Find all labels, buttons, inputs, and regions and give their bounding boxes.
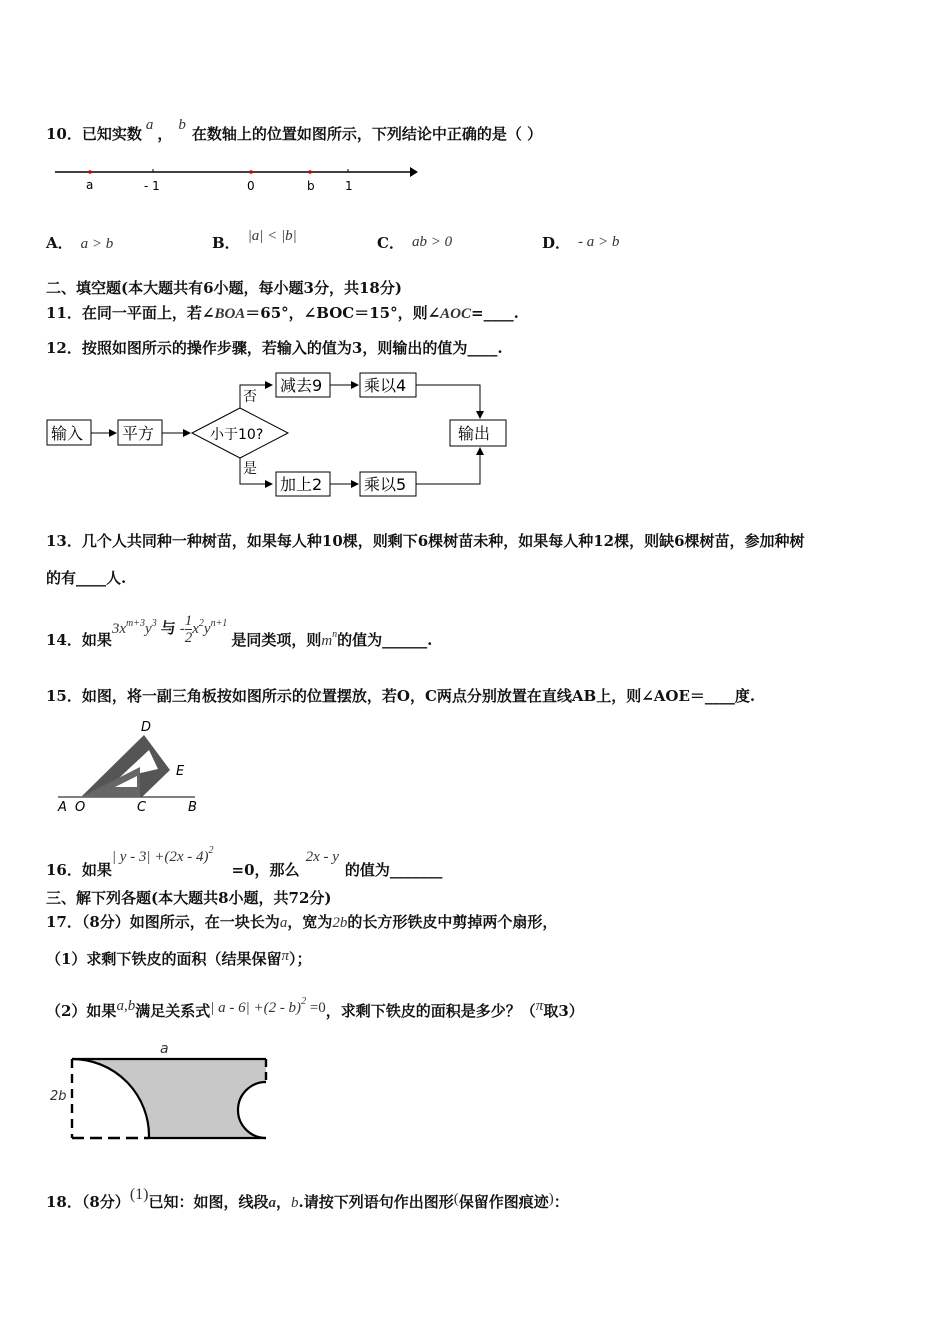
q13-line1: 13．几个人共同种一种树苗，如果每人种10棵，则剩下6棵树苗未种，如果每人种12棵，则缺6棵树苗，参加种树	[46, 532, 805, 550]
q10-option-c[interactable]: C． ab > 0	[377, 234, 453, 252]
q14-line: 14．如果$3x^{m+3}y^3$ 与 - $\frac{1}{2}$ $x^2y^{n+1}$是同类项，则$m_n$的值为______.	[46, 612, 433, 649]
svg-text:乘以4: 乘以4	[364, 376, 407, 395]
q17-part1: （1）求剩下铁皮的面积（结果保留π）；	[46, 948, 312, 968]
q17-line1: 17．（8分）如图所示，在一块长为a，宽为2b的长方形铁皮中剪掉两个扇形，	[46, 913, 558, 931]
svg-text:B: B	[188, 800, 197, 815]
axis-label-neg1: - 1	[144, 179, 160, 193]
triangle-figure	[55, 718, 215, 816]
axis-label-a: a	[86, 178, 94, 192]
q11-line: 11．在同一平面上，若∠BOA＝65°，∠BOC＝15°，则∠AOC=____.	[46, 304, 519, 322]
svg-text:A: A	[58, 800, 67, 815]
q10-line: 10．已知实数 a ， b 在数轴上的位置如图所示，下列结论中正确的是（ ）	[46, 117, 543, 143]
svg-text:输入: 输入	[51, 424, 84, 443]
svg-text:2b: 2b	[50, 1089, 67, 1104]
section3-title: 三、解下列各题(本大题共8小题，共72分)	[46, 889, 332, 907]
svg-text:乘以5: 乘以5	[364, 475, 407, 494]
rectangle-figure	[44, 1038, 284, 1146]
flowchart	[44, 368, 514, 503]
svg-text:小于10?: 小于10?	[210, 427, 264, 443]
svg-text:D: D	[141, 720, 152, 735]
q10-option-d[interactable]: D． - a > b	[542, 234, 620, 252]
axis-label-1: 1	[345, 179, 353, 193]
q10-option-a[interactable]: A． a > b	[46, 234, 114, 252]
q12-line: 12．按照如图所示的操作步骤，若输入的值为3，则输出的值为____.	[46, 339, 503, 357]
section2-title: 二、填空题(本大题共有6小题，每小题3分，共18分)	[46, 279, 402, 297]
svg-text:E: E	[176, 764, 185, 779]
q13-line2: 的有____人.	[46, 569, 127, 587]
svg-text:C: C	[137, 800, 147, 815]
axis-label-b: b	[307, 179, 315, 193]
svg-text:是: 是	[243, 461, 257, 477]
svg-text:输出: 输出	[458, 424, 491, 443]
svg-text:O: O	[75, 800, 86, 815]
axis-label-0: 0	[247, 179, 255, 193]
svg-text:否: 否	[243, 389, 257, 405]
svg-text:减去9: 减去9	[280, 376, 323, 395]
q15-line: 15．如图，将一副三角板按如图所示的位置摆放，若O，C两点分别放置在直线AB上，则∠AOE＝____度.	[46, 687, 756, 705]
svg-text:a: a	[160, 1041, 169, 1057]
number-line	[50, 160, 430, 200]
svg-text:平方: 平方	[122, 424, 155, 443]
q18-line: 18．（8分）(1)已知：如图，线段a，b.请按下列语句作出图形(保留作图痕迹)：	[46, 1186, 569, 1211]
svg-text:加上2: 加上2	[280, 475, 323, 494]
q16-line: 16．如果| y - 3| +(2x - 4)$^2$=0，那么2x - y的值为_______	[46, 845, 443, 879]
q10-option-b[interactable]: B． |a| < |b|	[212, 228, 297, 252]
q17-part2: （2）如果a,b满足关系式| a - 6| +(2 - b)$^2$ =0，求剩下铁皮的面积是多少？（π取3）	[46, 996, 584, 1020]
